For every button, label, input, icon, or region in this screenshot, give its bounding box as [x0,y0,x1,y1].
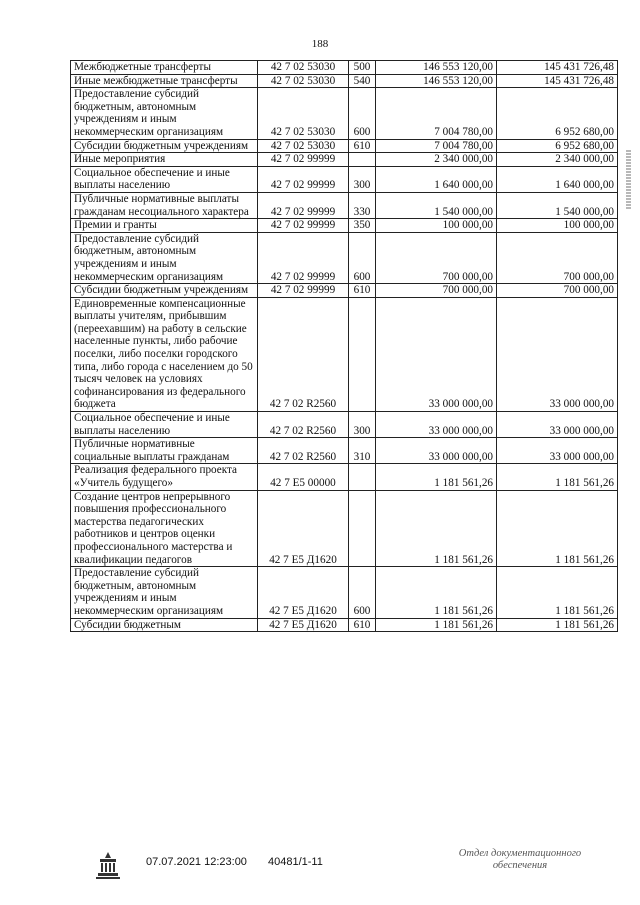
table-row [71,139,618,153]
table-row [71,192,618,218]
row-executed-sum-cell: 33 000 000,00 [497,438,618,464]
row-code-cell: 42 7 02 53030 [258,139,349,153]
row-expense-type-cell: 600 [349,232,376,283]
footer-doc-number: 40481/1-11 [268,856,323,868]
row-name-cell: Премии и гранты [71,219,258,233]
row-approved-sum-cell: 700 000,00 [376,232,497,283]
row-code-cell: 42 7 E5 Д1620 [258,490,349,567]
row-code-cell: 42 7 02 99999 [258,232,349,283]
row-name-cell: Социальное обеспечение и иные выплаты населению [71,166,258,192]
row-approved-sum-cell: 33 000 000,00 [376,438,497,464]
row-name-cell: Предоставление субсидий бюджетным, автономным учреждениям и иным некоммерческим организациям [71,232,258,283]
row-code-cell: 42 7 E5 Д1620 [258,567,349,618]
row-executed-sum-cell: 33 000 000,00 [497,412,618,438]
row-approved-sum-cell: 1 181 561,26 [376,567,497,618]
row-name-cell: Субсидии бюджетным [71,618,258,632]
row-name-cell: Субсидии бюджетным учреждениям [71,139,258,153]
row-code-cell: 42 7 02 99999 [258,284,349,298]
row-approved-sum-cell: 146 553 120,00 [376,74,497,88]
table-row [71,618,618,632]
row-approved-sum-cell: 700 000,00 [376,284,497,298]
scan-edge-mark [626,150,631,210]
row-name-cell: Иные мероприятия [71,153,258,167]
table-row [71,88,618,139]
row-expense-type-cell [349,297,376,411]
table-row [71,232,618,283]
row-code-cell: 42 7 02 53030 [258,88,349,139]
table-row [71,74,618,88]
row-approved-sum-cell: 33 000 000,00 [376,412,497,438]
row-approved-sum-cell: 7 004 780,00 [376,88,497,139]
page-footer [0,848,640,898]
row-approved-sum-cell: 33 000 000,00 [376,297,497,411]
budget-table [70,60,618,632]
table-row [71,464,618,490]
row-name-cell: Создание центров непрерывного повышения профессионального мастерства педагогических работников и центров оценки профессионального мастерства и квалификации педагогов [71,490,258,567]
row-expense-type-cell: 600 [349,88,376,139]
row-name-cell: Социальное обеспечение и иные выплаты населению [71,412,258,438]
row-expense-type-cell: 540 [349,74,376,88]
row-executed-sum-cell: 33 000 000,00 [497,297,618,411]
row-approved-sum-cell: 1 181 561,26 [376,464,497,490]
row-code-cell: 42 7 02 R2560 [258,438,349,464]
row-approved-sum-cell: 1 181 561,26 [376,618,497,632]
table-row [71,166,618,192]
row-executed-sum-cell: 1 640 000,00 [497,166,618,192]
row-name-cell: Публичные нормативные социальные выплаты гражданам [71,438,258,464]
row-expense-type-cell: 300 [349,166,376,192]
row-code-cell: 42 7 E5 Д1620 [258,618,349,632]
row-expense-type-cell: 350 [349,219,376,233]
row-name-cell: Иные межбюджетные трансферты [71,74,258,88]
row-executed-sum-cell: 6 952 680,00 [497,139,618,153]
row-code-cell: 42 7 02 53030 [258,61,349,75]
table-row [71,153,618,167]
row-expense-type-cell [349,464,376,490]
row-expense-type-cell: 300 [349,412,376,438]
row-expense-type-cell: 610 [349,618,376,632]
table-row [71,284,618,298]
row-approved-sum-cell: 146 553 120,00 [376,61,497,75]
footer-timestamp: 07.07.2021 12:23:00 [146,856,247,868]
row-code-cell: 42 7 02 99999 [258,153,349,167]
emblem-icon [94,850,122,880]
row-executed-sum-cell: 1 181 561,26 [497,567,618,618]
row-executed-sum-cell: 145 431 726,48 [497,61,618,75]
row-code-cell: 42 7 02 99999 [258,192,349,218]
row-approved-sum-cell: 1 181 561,26 [376,490,497,567]
page-number: 188 [311,38,329,50]
row-approved-sum-cell: 100 000,00 [376,219,497,233]
table-row [71,412,618,438]
row-expense-type-cell [349,153,376,167]
row-executed-sum-cell: 700 000,00 [497,232,618,283]
row-code-cell: 42 7 E5 00000 [258,464,349,490]
row-approved-sum-cell: 2 340 000,00 [376,153,497,167]
table-row [71,219,618,233]
row-executed-sum-cell: 6 952 680,00 [497,88,618,139]
row-executed-sum-cell: 1 540 000,00 [497,192,618,218]
row-expense-type-cell: 310 [349,438,376,464]
budget-table-body [71,61,618,632]
table-row [71,297,618,411]
row-executed-sum-cell: 100 000,00 [497,219,618,233]
row-executed-sum-cell: 700 000,00 [497,284,618,298]
row-code-cell: 42 7 02 R2560 [258,297,349,411]
stamp-line-1: Отдел документационного [458,848,582,859]
row-approved-sum-cell: 1 640 000,00 [376,166,497,192]
row-name-cell: Предоставление субсидий бюджетным, автономным учреждениям и иным некоммерческим организациям [71,567,258,618]
row-executed-sum-cell: 2 340 000,00 [497,153,618,167]
row-expense-type-cell: 330 [349,192,376,218]
row-expense-type-cell [349,490,376,567]
row-name-cell: Предоставление субсидий бюджетным, автономным учреждениям и иным некоммерческим организациям [71,88,258,139]
row-expense-type-cell: 600 [349,567,376,618]
row-expense-type-cell: 610 [349,139,376,153]
row-code-cell: 42 7 02 R2560 [258,412,349,438]
row-name-cell: Межбюджетные трансферты [71,61,258,75]
row-approved-sum-cell: 1 540 000,00 [376,192,497,218]
table-row [71,490,618,567]
table-row [71,61,618,75]
row-code-cell: 42 7 02 53030 [258,74,349,88]
row-executed-sum-cell: 1 181 561,26 [497,490,618,567]
table-row [71,567,618,618]
row-name-cell: Реализация федерального проекта «Учитель будущего» [71,464,258,490]
department-stamp [440,848,600,872]
row-code-cell: 42 7 02 99999 [258,166,349,192]
stamp-line-2: обеспечения [492,860,548,871]
row-expense-type-cell: 500 [349,61,376,75]
row-code-cell: 42 7 02 99999 [258,219,349,233]
row-executed-sum-cell: 1 181 561,26 [497,464,618,490]
row-approved-sum-cell: 7 004 780,00 [376,139,497,153]
row-executed-sum-cell: 1 181 561,26 [497,618,618,632]
row-expense-type-cell: 610 [349,284,376,298]
row-name-cell: Субсидии бюджетным учреждениям [71,284,258,298]
table-row [71,438,618,464]
row-name-cell: Публичные нормативные выплаты гражданам несоциального характера [71,192,258,218]
row-executed-sum-cell: 145 431 726,48 [497,74,618,88]
row-name-cell: Единовременные компенсационные выплаты учителям, прибывшим (переехавшим) на работу в сельские населенные пункты, либо рабочие поселки, либо поселки городского типа, либо города с населением до 50 тысяч человек на условиях софинансирования из федерального бюджета [71,297,258,411]
